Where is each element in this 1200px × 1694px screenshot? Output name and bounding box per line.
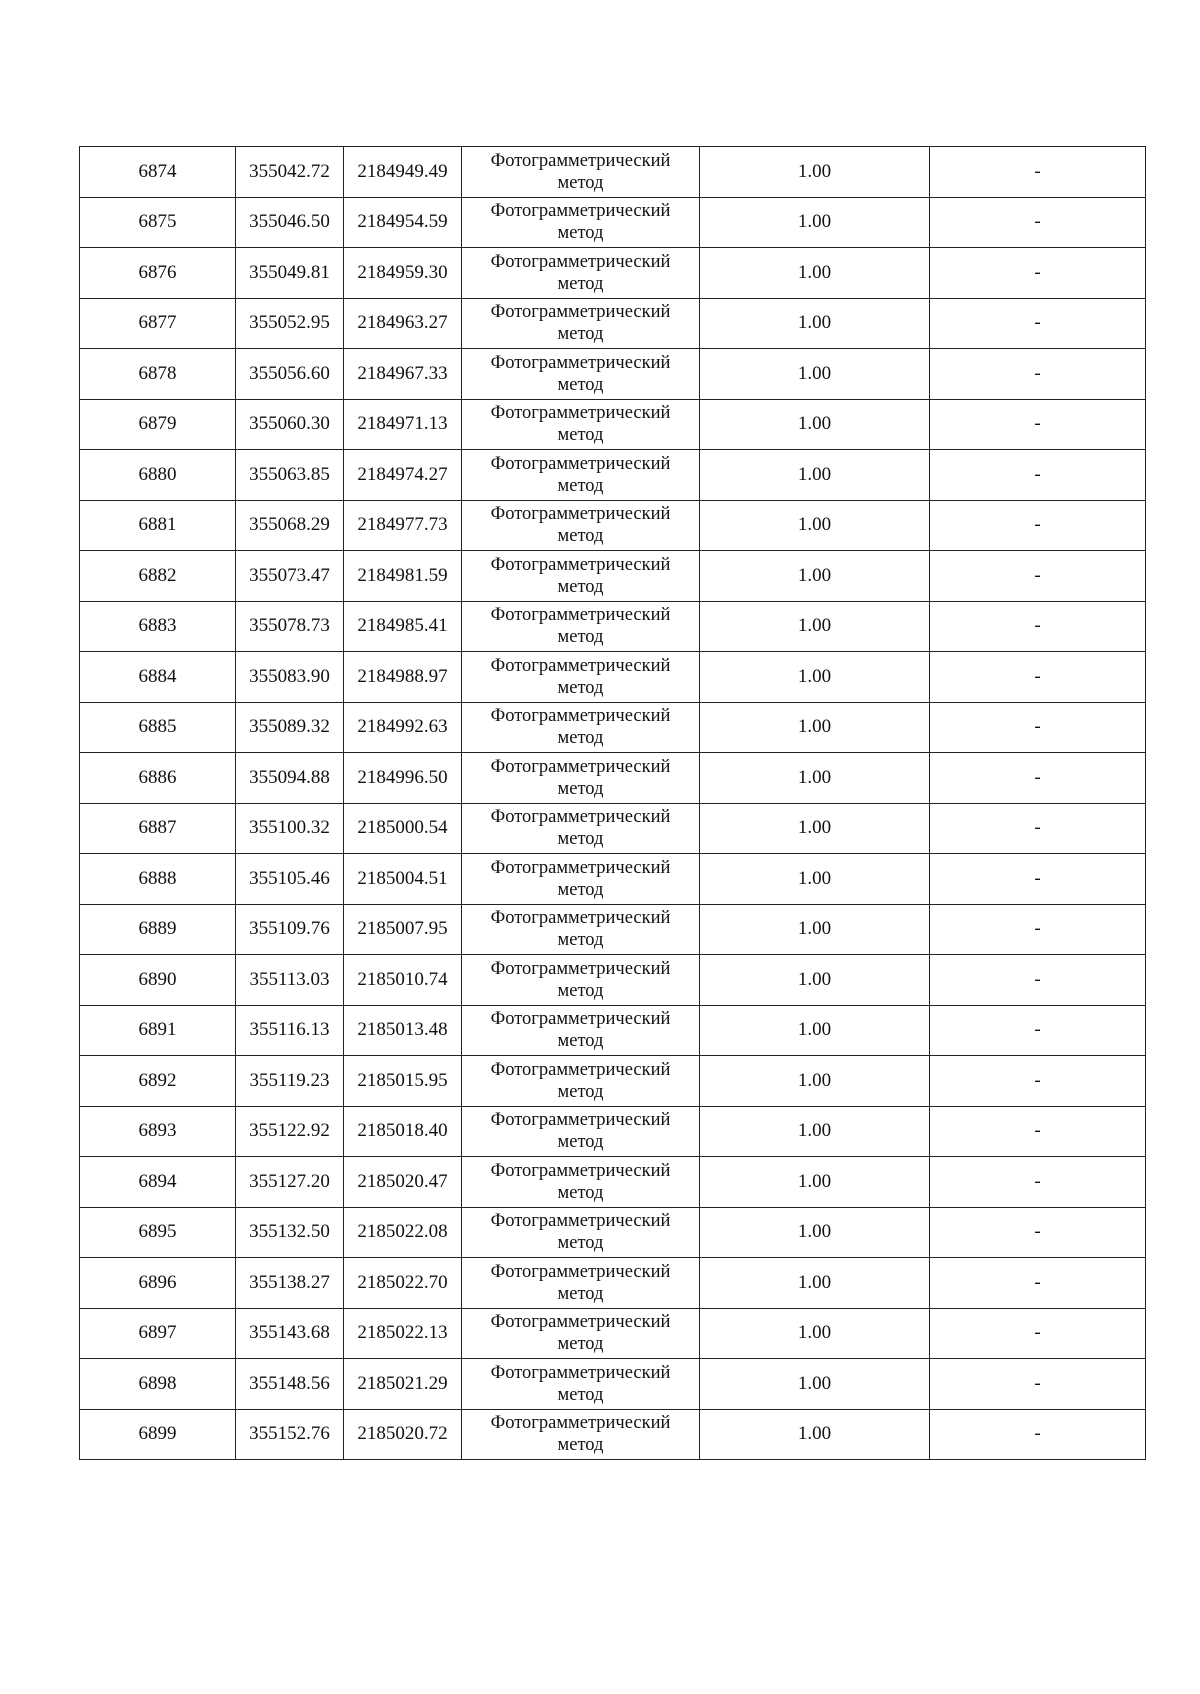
point-number-cell: 6888 xyxy=(80,854,236,905)
point-number-cell: 6893 xyxy=(80,1106,236,1157)
x-coordinate-cell: 355060.30 xyxy=(236,399,344,450)
method-cell xyxy=(462,551,700,602)
method-cell xyxy=(462,652,700,703)
method-line-2: метод xyxy=(557,1182,604,1203)
table-row xyxy=(80,248,1146,299)
x-coordinate-cell: 355132.50 xyxy=(236,1207,344,1258)
note-cell: - xyxy=(930,1409,1146,1460)
point-number-cell: 6891 xyxy=(80,1005,236,1056)
method-cell xyxy=(462,298,700,349)
method-line-2: метод xyxy=(557,223,604,244)
table-row xyxy=(80,197,1146,248)
method-line-1: Фотограмметрический xyxy=(490,706,671,727)
x-coordinate-cell: 355056.60 xyxy=(236,349,344,400)
point-number-cell: 6882 xyxy=(80,551,236,602)
accuracy-cell: 1.00 xyxy=(700,551,930,602)
method-line-1: Фотограмметрический xyxy=(490,201,671,222)
method-cell xyxy=(462,1005,700,1056)
point-number-cell: 6875 xyxy=(80,197,236,248)
y-coordinate-cell: 2184971.13 xyxy=(344,399,462,450)
table-row xyxy=(80,450,1146,501)
x-coordinate-cell: 355068.29 xyxy=(236,500,344,551)
method-cell xyxy=(462,248,700,299)
accuracy-cell: 1.00 xyxy=(700,349,930,400)
table-row xyxy=(80,399,1146,450)
method-line-1: Фотограмметрический xyxy=(490,1160,671,1181)
method-line-2: метод xyxy=(557,576,604,597)
method-line-1: Фотограмметрический xyxy=(490,958,671,979)
method-cell xyxy=(462,803,700,854)
accuracy-cell: 1.00 xyxy=(700,298,930,349)
accuracy-cell: 1.00 xyxy=(700,1157,930,1208)
method-line-2: метод xyxy=(557,1384,604,1405)
point-number-cell: 6874 xyxy=(80,147,236,198)
method-line-2: метод xyxy=(557,829,604,850)
table-row xyxy=(80,702,1146,753)
note-cell: - xyxy=(930,450,1146,501)
accuracy-cell: 1.00 xyxy=(700,652,930,703)
method-line-1: Фотограмметрический xyxy=(490,605,671,626)
method-line-1: Фотограмметрический xyxy=(490,1211,671,1232)
note-cell: - xyxy=(930,1207,1146,1258)
accuracy-cell: 1.00 xyxy=(700,803,930,854)
accuracy-cell: 1.00 xyxy=(700,955,930,1006)
method-line-2: метод xyxy=(557,1081,604,1102)
accuracy-cell: 1.00 xyxy=(700,450,930,501)
y-coordinate-cell: 2184985.41 xyxy=(344,601,462,652)
x-coordinate-cell: 355063.85 xyxy=(236,450,344,501)
y-coordinate-cell: 2184949.49 xyxy=(344,147,462,198)
note-cell: - xyxy=(930,1359,1146,1410)
point-number-cell: 6884 xyxy=(80,652,236,703)
table-row xyxy=(80,147,1146,198)
method-line-1: Фотограмметрический xyxy=(490,1009,671,1030)
x-coordinate-cell: 355109.76 xyxy=(236,904,344,955)
note-cell: - xyxy=(930,349,1146,400)
x-coordinate-cell: 355083.90 xyxy=(236,652,344,703)
point-number-cell: 6876 xyxy=(80,248,236,299)
note-cell: - xyxy=(930,1258,1146,1309)
method-line-1: Фотограмметрический xyxy=(490,150,671,171)
method-cell xyxy=(462,147,700,198)
note-cell: - xyxy=(930,197,1146,248)
method-line-1: Фотограмметрический xyxy=(490,1059,671,1080)
method-cell xyxy=(462,904,700,955)
table-row xyxy=(80,854,1146,905)
table-row xyxy=(80,1056,1146,1107)
method-line-1: Фотограмметрический xyxy=(490,756,671,777)
point-number-cell: 6881 xyxy=(80,500,236,551)
note-cell: - xyxy=(930,1308,1146,1359)
y-coordinate-cell: 2185013.48 xyxy=(344,1005,462,1056)
method-line-2: метод xyxy=(557,1334,604,1355)
method-line-1: Фотограмметрический xyxy=(490,302,671,323)
point-number-cell: 6898 xyxy=(80,1359,236,1410)
point-number-cell: 6879 xyxy=(80,399,236,450)
accuracy-cell: 1.00 xyxy=(700,197,930,248)
table-row xyxy=(80,500,1146,551)
method-line-1: Фотограмметрический xyxy=(490,1312,671,1333)
note-cell: - xyxy=(930,652,1146,703)
note-cell: - xyxy=(930,753,1146,804)
method-line-2: метод xyxy=(557,526,604,547)
method-cell xyxy=(462,955,700,1006)
method-line-1: Фотограмметрический xyxy=(490,352,671,373)
method-line-2: метод xyxy=(557,627,604,648)
method-cell xyxy=(462,601,700,652)
method-line-2: метод xyxy=(557,1283,604,1304)
y-coordinate-cell: 2184967.33 xyxy=(344,349,462,400)
method-line-2: метод xyxy=(557,1031,604,1052)
method-cell xyxy=(462,702,700,753)
table-row xyxy=(80,652,1146,703)
accuracy-cell: 1.00 xyxy=(700,1308,930,1359)
y-coordinate-cell: 2184977.73 xyxy=(344,500,462,551)
method-cell xyxy=(462,500,700,551)
y-coordinate-cell: 2185015.95 xyxy=(344,1056,462,1107)
accuracy-cell: 1.00 xyxy=(700,1359,930,1410)
method-cell xyxy=(462,854,700,905)
x-coordinate-cell: 355105.46 xyxy=(236,854,344,905)
x-coordinate-cell: 355100.32 xyxy=(236,803,344,854)
accuracy-cell: 1.00 xyxy=(700,854,930,905)
point-number-cell: 6880 xyxy=(80,450,236,501)
table-body xyxy=(80,147,1146,1460)
method-cell xyxy=(462,349,700,400)
y-coordinate-cell: 2184959.30 xyxy=(344,248,462,299)
y-coordinate-cell: 2185018.40 xyxy=(344,1106,462,1157)
point-number-cell: 6886 xyxy=(80,753,236,804)
x-coordinate-cell: 355122.92 xyxy=(236,1106,344,1157)
method-line-1: Фотограмметрический xyxy=(490,655,671,676)
accuracy-cell: 1.00 xyxy=(700,147,930,198)
y-coordinate-cell: 2185021.29 xyxy=(344,1359,462,1410)
accuracy-cell: 1.00 xyxy=(700,753,930,804)
method-cell xyxy=(462,1359,700,1410)
y-coordinate-cell: 2185000.54 xyxy=(344,803,462,854)
y-coordinate-cell: 2184988.97 xyxy=(344,652,462,703)
x-coordinate-cell: 355089.32 xyxy=(236,702,344,753)
note-cell: - xyxy=(930,1106,1146,1157)
method-cell xyxy=(462,1157,700,1208)
note-cell: - xyxy=(930,1157,1146,1208)
note-cell: - xyxy=(930,955,1146,1006)
method-line-1: Фотограмметрический xyxy=(490,251,671,272)
table-row xyxy=(80,349,1146,400)
x-coordinate-cell: 355113.03 xyxy=(236,955,344,1006)
table-row xyxy=(80,601,1146,652)
y-coordinate-cell: 2185004.51 xyxy=(344,854,462,905)
y-coordinate-cell: 2185007.95 xyxy=(344,904,462,955)
point-number-cell: 6885 xyxy=(80,702,236,753)
accuracy-cell: 1.00 xyxy=(700,399,930,450)
y-coordinate-cell: 2185010.74 xyxy=(344,955,462,1006)
note-cell: - xyxy=(930,1005,1146,1056)
method-line-2: метод xyxy=(557,677,604,698)
accuracy-cell: 1.00 xyxy=(700,248,930,299)
method-cell xyxy=(462,753,700,804)
method-line-2: метод xyxy=(557,1435,604,1456)
x-coordinate-cell: 355094.88 xyxy=(236,753,344,804)
note-cell: - xyxy=(930,904,1146,955)
point-number-cell: 6897 xyxy=(80,1308,236,1359)
table-row xyxy=(80,1308,1146,1359)
point-number-cell: 6889 xyxy=(80,904,236,955)
table-row xyxy=(80,1258,1146,1309)
method-line-2: метод xyxy=(557,172,604,193)
y-coordinate-cell: 2184996.50 xyxy=(344,753,462,804)
y-coordinate-cell: 2185022.13 xyxy=(344,1308,462,1359)
method-line-1: Фотограмметрический xyxy=(490,857,671,878)
x-coordinate-cell: 355042.72 xyxy=(236,147,344,198)
method-line-1: Фотограмметрический xyxy=(490,403,671,424)
accuracy-cell: 1.00 xyxy=(700,1106,930,1157)
method-line-1: Фотограмметрический xyxy=(490,1362,671,1383)
y-coordinate-cell: 2184954.59 xyxy=(344,197,462,248)
method-cell xyxy=(462,399,700,450)
x-coordinate-cell: 355119.23 xyxy=(236,1056,344,1107)
note-cell: - xyxy=(930,601,1146,652)
note-cell: - xyxy=(930,298,1146,349)
method-cell xyxy=(462,1409,700,1460)
method-line-2: метод xyxy=(557,324,604,345)
method-cell xyxy=(462,1258,700,1309)
note-cell: - xyxy=(930,248,1146,299)
accuracy-cell: 1.00 xyxy=(700,904,930,955)
method-cell xyxy=(462,1106,700,1157)
point-number-cell: 6894 xyxy=(80,1157,236,1208)
accuracy-cell: 1.00 xyxy=(700,500,930,551)
accuracy-cell: 1.00 xyxy=(700,1409,930,1460)
table-row xyxy=(80,753,1146,804)
table-row xyxy=(80,955,1146,1006)
x-coordinate-cell: 355148.56 xyxy=(236,1359,344,1410)
method-line-1: Фотограмметрический xyxy=(490,807,671,828)
method-cell xyxy=(462,1207,700,1258)
note-cell: - xyxy=(930,702,1146,753)
accuracy-cell: 1.00 xyxy=(700,1207,930,1258)
note-cell: - xyxy=(930,147,1146,198)
y-coordinate-cell: 2184974.27 xyxy=(344,450,462,501)
x-coordinate-cell: 355049.81 xyxy=(236,248,344,299)
method-line-2: метод xyxy=(557,879,604,900)
y-coordinate-cell: 2184963.27 xyxy=(344,298,462,349)
method-line-1: Фотограмметрический xyxy=(490,453,671,474)
method-line-2: метод xyxy=(557,1233,604,1254)
coordinates-table xyxy=(79,146,1146,1460)
point-number-cell: 6878 xyxy=(80,349,236,400)
point-number-cell: 6890 xyxy=(80,955,236,1006)
method-line-1: Фотограмметрический xyxy=(490,1261,671,1282)
table-row xyxy=(80,803,1146,854)
table-row xyxy=(80,298,1146,349)
method-line-2: метод xyxy=(557,778,604,799)
method-line-2: метод xyxy=(557,273,604,294)
note-cell: - xyxy=(930,854,1146,905)
method-line-2: метод xyxy=(557,425,604,446)
accuracy-cell: 1.00 xyxy=(700,1005,930,1056)
accuracy-cell: 1.00 xyxy=(700,702,930,753)
y-coordinate-cell: 2185022.70 xyxy=(344,1258,462,1309)
note-cell: - xyxy=(930,500,1146,551)
x-coordinate-cell: 355052.95 xyxy=(236,298,344,349)
table-row xyxy=(80,1106,1146,1157)
y-coordinate-cell: 2185020.47 xyxy=(344,1157,462,1208)
method-line-2: метод xyxy=(557,980,604,1001)
point-number-cell: 6895 xyxy=(80,1207,236,1258)
accuracy-cell: 1.00 xyxy=(700,601,930,652)
note-cell: - xyxy=(930,399,1146,450)
method-line-1: Фотограмметрический xyxy=(490,1110,671,1131)
method-line-1: Фотограмметрический xyxy=(490,504,671,525)
x-coordinate-cell: 355138.27 xyxy=(236,1258,344,1309)
table-row xyxy=(80,904,1146,955)
point-number-cell: 6877 xyxy=(80,298,236,349)
method-line-2: метод xyxy=(557,728,604,749)
method-cell xyxy=(462,1056,700,1107)
method-line-1: Фотограмметрический xyxy=(490,908,671,929)
y-coordinate-cell: 2185020.72 xyxy=(344,1409,462,1460)
point-number-cell: 6892 xyxy=(80,1056,236,1107)
x-coordinate-cell: 355143.68 xyxy=(236,1308,344,1359)
method-line-1: Фотограмметрический xyxy=(490,554,671,575)
point-number-cell: 6883 xyxy=(80,601,236,652)
y-coordinate-cell: 2185022.08 xyxy=(344,1207,462,1258)
y-coordinate-cell: 2184992.63 xyxy=(344,702,462,753)
point-number-cell: 6896 xyxy=(80,1258,236,1309)
x-coordinate-cell: 355127.20 xyxy=(236,1157,344,1208)
accuracy-cell: 1.00 xyxy=(700,1056,930,1107)
table-row xyxy=(80,1005,1146,1056)
method-line-2: метод xyxy=(557,930,604,951)
x-coordinate-cell: 355078.73 xyxy=(236,601,344,652)
table-row xyxy=(80,551,1146,602)
method-line-1: Фотограмметрический xyxy=(490,1413,671,1434)
note-cell: - xyxy=(930,1056,1146,1107)
method-line-2: метод xyxy=(557,374,604,395)
method-line-2: метод xyxy=(557,475,604,496)
x-coordinate-cell: 355046.50 xyxy=(236,197,344,248)
table-row xyxy=(80,1207,1146,1258)
note-cell: - xyxy=(930,803,1146,854)
note-cell: - xyxy=(930,551,1146,602)
point-number-cell: 6899 xyxy=(80,1409,236,1460)
x-coordinate-cell: 355152.76 xyxy=(236,1409,344,1460)
table-row xyxy=(80,1157,1146,1208)
method-cell xyxy=(462,450,700,501)
method-line-2: метод xyxy=(557,1132,604,1153)
table-row xyxy=(80,1409,1146,1460)
x-coordinate-cell: 355073.47 xyxy=(236,551,344,602)
method-cell xyxy=(462,1308,700,1359)
point-number-cell: 6887 xyxy=(80,803,236,854)
y-coordinate-cell: 2184981.59 xyxy=(344,551,462,602)
table-row xyxy=(80,1359,1146,1410)
x-coordinate-cell: 355116.13 xyxy=(236,1005,344,1056)
method-cell xyxy=(462,197,700,248)
accuracy-cell: 1.00 xyxy=(700,1258,930,1309)
